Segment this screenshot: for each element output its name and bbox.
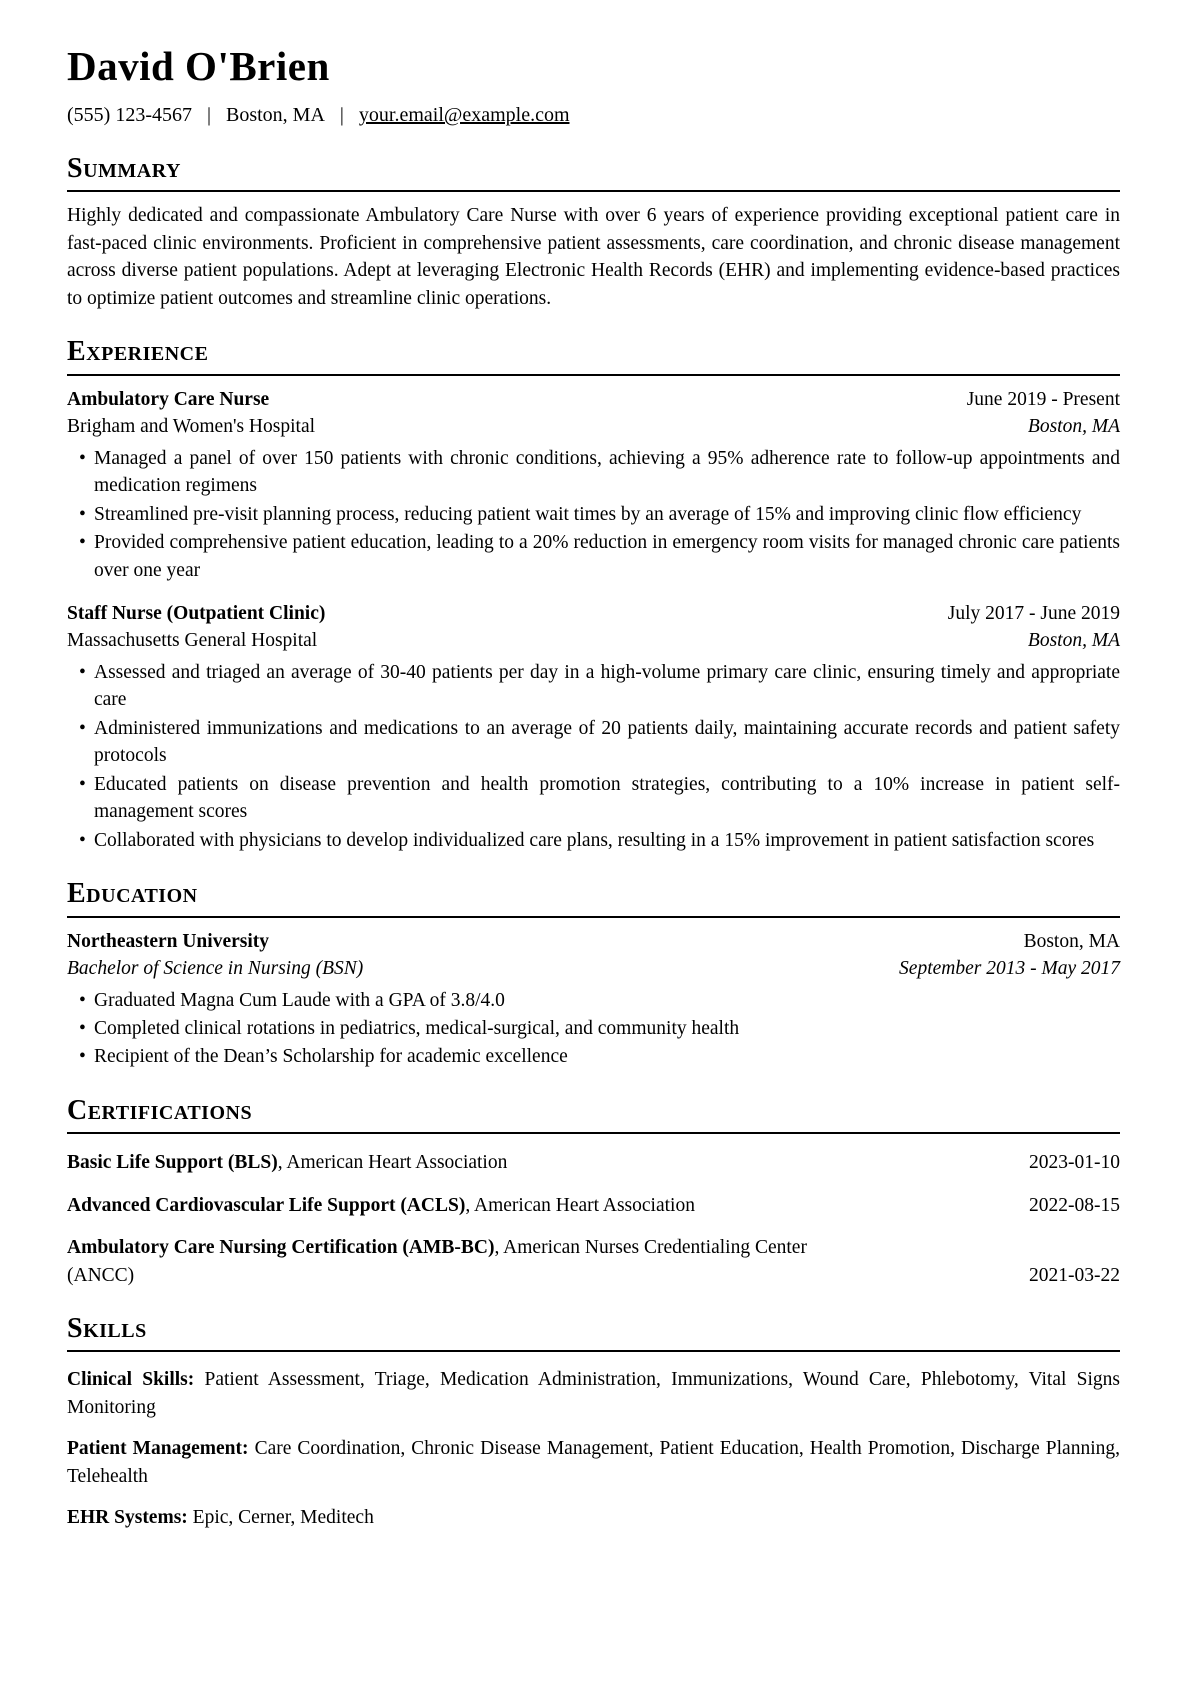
job-role: Staff Nurse (Outpatient Clinic) — [67, 602, 326, 624]
cert-date: 2023-01-10 — [1029, 1152, 1120, 1174]
bullet-item: • Assessed and triaged an average of 30-40 patients per day in a high-volume primary care clinic, ensuring timely and appropriate care — [67, 659, 1120, 714]
education-entry — [67, 928, 1120, 1071]
cert-name: Ambulatory Care Nursing Certification (AMB-BC) — [67, 1237, 495, 1259]
summary-text: Highly dedicated and compassionate Ambulatory Care Nurse with over 6 years of experience providing exceptional patient care in fast-paced clinic environments. Proficient in comprehensive patient assessments, care coordination, and chronic disease management across diverse patient populations. Adept at leveraging Electronic Health Records (EHR) and implementing evidence-based practices to optimize patient outcomes and streamline clinic operations. — [67, 205, 1120, 309]
certification-row — [67, 1234, 1120, 1289]
section-title-summary: Summary — [67, 153, 1120, 192]
cert-issuer: , American Heart Association — [465, 1194, 695, 1216]
bullet-item: • Educated patients on disease prevention and health promotion strategies, contributing to a 10% increase in patient self-management scores — [67, 771, 1120, 826]
contact-line — [67, 101, 1120, 129]
bullet-item: • Collaborated with physicians to develop individualized care plans, resulting in a 15% improvement in patient satisfaction scores — [67, 827, 1120, 854]
job-dates: July 2017 - June 2019 — [947, 602, 1120, 624]
cert-issuer: , American Nurses Credentialing Center (ANCC) — [67, 1237, 807, 1286]
job-location: Boston, MA — [1027, 416, 1120, 438]
job-entry — [67, 386, 1120, 584]
education-school: Northeastern University — [67, 930, 269, 952]
skill-text: Patient Assessment, Triage, Medication Administration, Immunizations, Wound Care, Phlebotomy, Vital Signs Monitoring — [67, 1369, 1120, 1418]
job-entry — [67, 600, 1120, 854]
education-bullets — [67, 987, 1120, 1071]
skill-text: Care Coordination, Chronic Disease Management, Patient Education, Health Promotion, Discharge Planning, Telehealth — [67, 1438, 1121, 1487]
job-dates: June 2019 - Present — [966, 388, 1120, 410]
skill-label: Clinical Skills: — [67, 1369, 195, 1391]
person-name: David O'Brien — [67, 43, 330, 89]
certification-row — [67, 1192, 1120, 1219]
skill-line — [67, 1435, 1120, 1490]
job-role: Ambulatory Care Nurse — [67, 388, 270, 410]
cert-issuer: , American Heart Association — [277, 1152, 508, 1174]
education-location: Boston, MA — [1023, 930, 1120, 952]
skill-line — [67, 1504, 1120, 1531]
section-title-skills: Skills — [67, 1313, 1120, 1352]
skill-line — [67, 1366, 1120, 1421]
section-title-certifications: Certifications — [67, 1095, 1120, 1134]
bullet-item: • Managed a panel of over 150 patients with chronic conditions, achieving a 95% adherence rate to follow-up appointments and medication regimens — [67, 445, 1120, 500]
certification-text — [67, 1149, 507, 1176]
job-company: Brigham and Women's Hospital — [67, 416, 316, 438]
job-company: Massachusetts General Hospital — [67, 630, 318, 652]
contact-divider: | — [206, 104, 211, 127]
education-degree: Bachelor of Science in Nursing (BSN) — [67, 958, 364, 980]
skill-text: Epic, Cerner, Meditech — [187, 1507, 374, 1529]
contact-phone: (555) 123-4567 — [67, 104, 192, 127]
section-title-education: Education — [67, 878, 1120, 917]
job-bullets — [67, 445, 1120, 584]
bullet-item: • Recipient of the Dean’s Scholarship for academic excellence — [67, 1043, 1120, 1070]
bullet-item: • Completed clinical rotations in pediatrics, medical-surgical, and community health — [67, 1015, 1120, 1042]
cert-date: 2022-08-15 — [1029, 1194, 1120, 1216]
bullet-item: • Provided comprehensive patient education, leading to a 20% reduction in emergency room visits for managed chronic care patients over one year — [67, 529, 1120, 584]
job-location: Boston, MA — [1027, 630, 1120, 652]
cert-name: Advanced Cardiovascular Life Support (ACLS) — [67, 1194, 466, 1216]
certification-text — [67, 1192, 695, 1219]
bullet-item: • Administered immunizations and medications to an average of 20 patients daily, maintaining accurate records and patient safety protocols — [67, 715, 1120, 770]
skill-label: Patient Management: — [67, 1438, 249, 1460]
education-dates: September 2013 - May 2017 — [899, 958, 1120, 980]
contact-location: Boston, MA — [226, 104, 325, 127]
cert-name: Basic Life Support (BLS) — [67, 1152, 278, 1174]
contact-email-link[interactable]: your.email@example.com — [358, 104, 570, 127]
skill-label: EHR Systems: — [67, 1507, 188, 1529]
job-bullets — [67, 659, 1120, 854]
section-title-experience: Experience — [67, 336, 1120, 375]
certification-text — [67, 1234, 867, 1289]
contact-divider: | — [339, 104, 344, 127]
bullet-item: • Streamlined pre-visit planning process, reducing patient wait times by an average of 15% and improving clinic flow efficiency — [67, 501, 1120, 528]
bullet-item: • Graduated Magna Cum Laude with a GPA of 3.8/4.0 — [67, 987, 1120, 1014]
cert-date: 2021-03-22 — [1029, 1264, 1120, 1286]
certification-row — [67, 1149, 1120, 1176]
